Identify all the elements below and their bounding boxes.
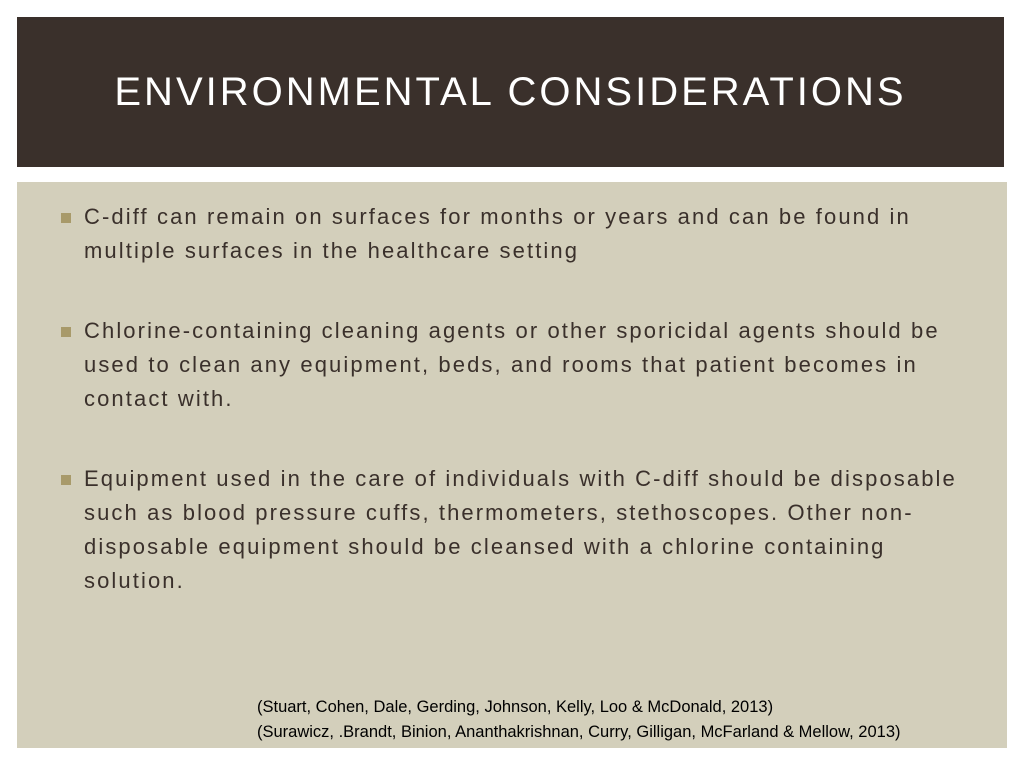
bullet-item (61, 200, 991, 268)
square-bullet-icon (61, 327, 71, 337)
square-bullet-icon (61, 213, 71, 223)
slide-title: ENVIRONMENTAL CONSIDERATIONS (114, 69, 907, 114)
title-bar (17, 17, 1004, 167)
reference-line: (Stuart, Cohen, Dale, Gerding, Johnson, Kelly, Loo & McDonald, 2013) (257, 698, 774, 716)
reference-line: (Surawicz, .Brandt, Binion, Ananthakrishnan, Curry, Gilligan, McFarland & Mellow, 2013) (257, 723, 901, 741)
references (257, 695, 900, 745)
bullet-text: Chlorine-containing cleaning agents or other sporicidal agents should be used to clean any equipment, beds, and rooms that patient becomes in contact with. (84, 318, 940, 411)
bullet-item (61, 462, 991, 598)
square-bullet-icon (61, 475, 71, 485)
bullet-text: Equipment used in the care of individuals with C-diff should be disposable such as blood pressure cuffs, thermometers, stethoscopes. Other non-disposable equipment should be cleansed with a chlorine containing solution. (84, 466, 957, 593)
content-area (17, 182, 1007, 748)
bullet-list (61, 200, 991, 644)
bullet-item (61, 314, 991, 416)
bullet-text: C-diff can remain on surfaces for months or years and can be found in multiple surfaces in the healthcare setting (84, 204, 911, 263)
